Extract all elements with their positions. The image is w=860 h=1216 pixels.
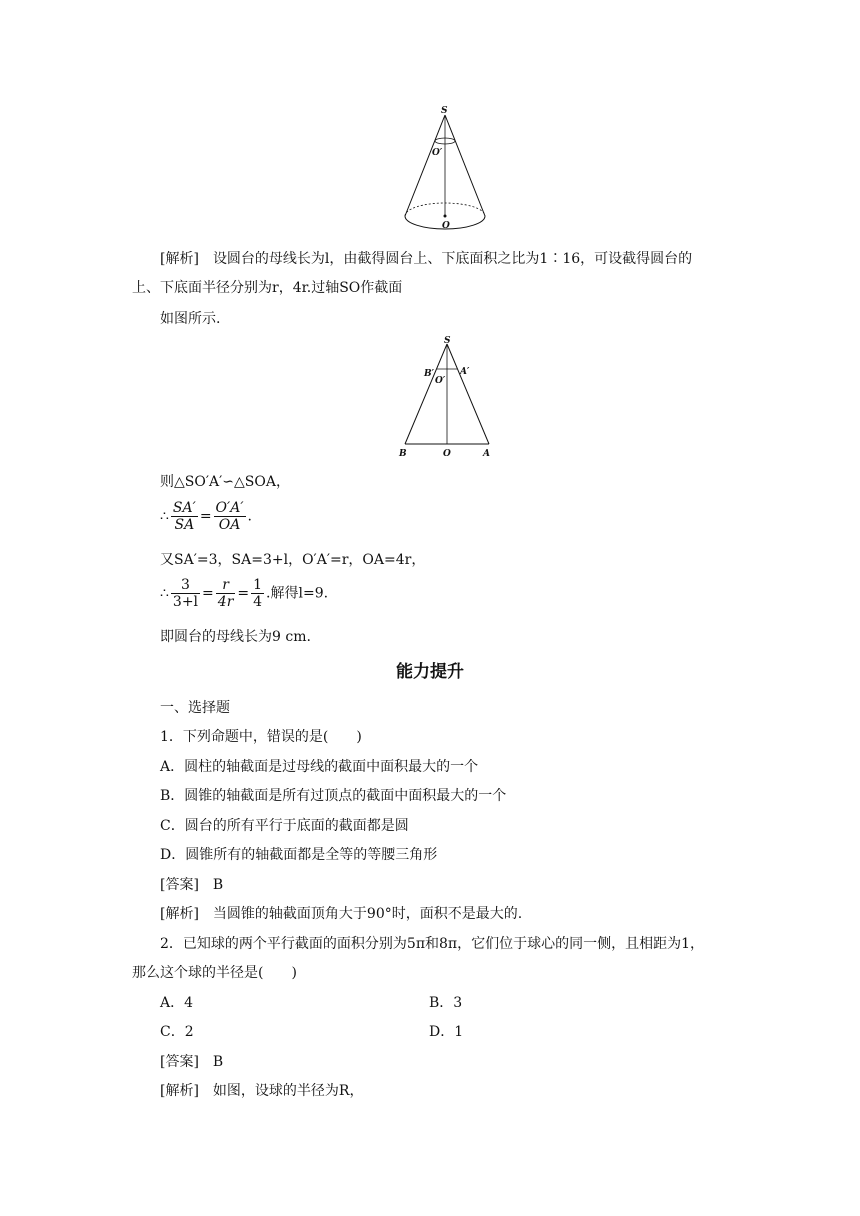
- label-o-prime: O′: [432, 148, 443, 158]
- label-b-prime: B′: [424, 369, 434, 379]
- q1-option-c: C．圆台的所有平行于底面的截面都是圆: [160, 818, 409, 834]
- label-o-prime2: O′: [435, 376, 446, 386]
- label-o: O: [442, 221, 450, 231]
- q2-stem-2: 那么这个球的半径是( ): [132, 965, 297, 981]
- analysis-line-2: 上、下底面半径分别为r，4r.过轴SO作截面: [132, 280, 403, 296]
- q2-analysis: [解析] 如图，设球的半径为R，: [160, 1083, 364, 1099]
- conclusion: 即圆台的母线长为9 cm.: [160, 629, 311, 645]
- similar-triangles: 则△SO′A′∽△SOA，: [160, 474, 290, 490]
- q1-answer: [答案] B: [160, 877, 224, 893]
- q2-answer: [答案] B: [160, 1054, 224, 1070]
- q1-option-b: B．圆锥的轴截面是所有过顶点的截面中面积最大的一个: [160, 788, 507, 804]
- cone-figure: [395, 103, 495, 233]
- label-a-prime: A′: [460, 367, 470, 377]
- label-o2: O: [443, 449, 451, 459]
- q2-option-c: C．2: [160, 1024, 194, 1040]
- q2-option-b: B．3: [429, 995, 463, 1011]
- given-values: 又SA′=3，SA=3+l，O′A′=r，OA=4r，: [160, 552, 426, 568]
- q2-stem-1: 2．已知球的两个平行截面的面积分别为5π和8π，它们位于球心的同一侧，且相距为1，: [160, 936, 705, 952]
- q1-option-d: D．圆锥所有的轴截面都是全等的等腰三角形: [160, 847, 438, 863]
- label-s: S: [441, 106, 448, 116]
- ratio-equation: ∴ $\frac{SA'}{SA}$ = $\frac{O'A'}{OA}$ .: [160, 500, 252, 533]
- part-title: 一、选择题: [160, 700, 230, 716]
- q1-analysis: [解析] 当圆锥的轴截面顶角大于90°时，面积不是最大的.: [160, 906, 523, 922]
- q1-stem: 1．下列命题中，错误的是( ): [160, 729, 362, 745]
- label-b: B: [399, 449, 407, 459]
- q2-option-d: D．1: [429, 1024, 464, 1040]
- label-s2: S: [444, 336, 451, 346]
- q2-option-a: A．4: [160, 995, 194, 1011]
- section-figure: [395, 335, 500, 460]
- analysis-line-3: 如图所示.: [160, 311, 221, 327]
- solve-equation: ∴ $\frac{3}{3+l}$ = $\frac{r}{4r}$ = $\frac{1}{4}$ .解得l=9.: [160, 577, 329, 610]
- q1-option-a: A．圆柱的轴截面是过母线的截面中面积最大的一个: [160, 759, 479, 775]
- label-a: A: [483, 449, 490, 459]
- section-title: 能力提升: [396, 662, 464, 682]
- analysis-line-1: [解析] 设圆台的母线长为l，由截得圆台上、下底面积之比为1∶16，可设截得圆台的: [160, 251, 693, 267]
